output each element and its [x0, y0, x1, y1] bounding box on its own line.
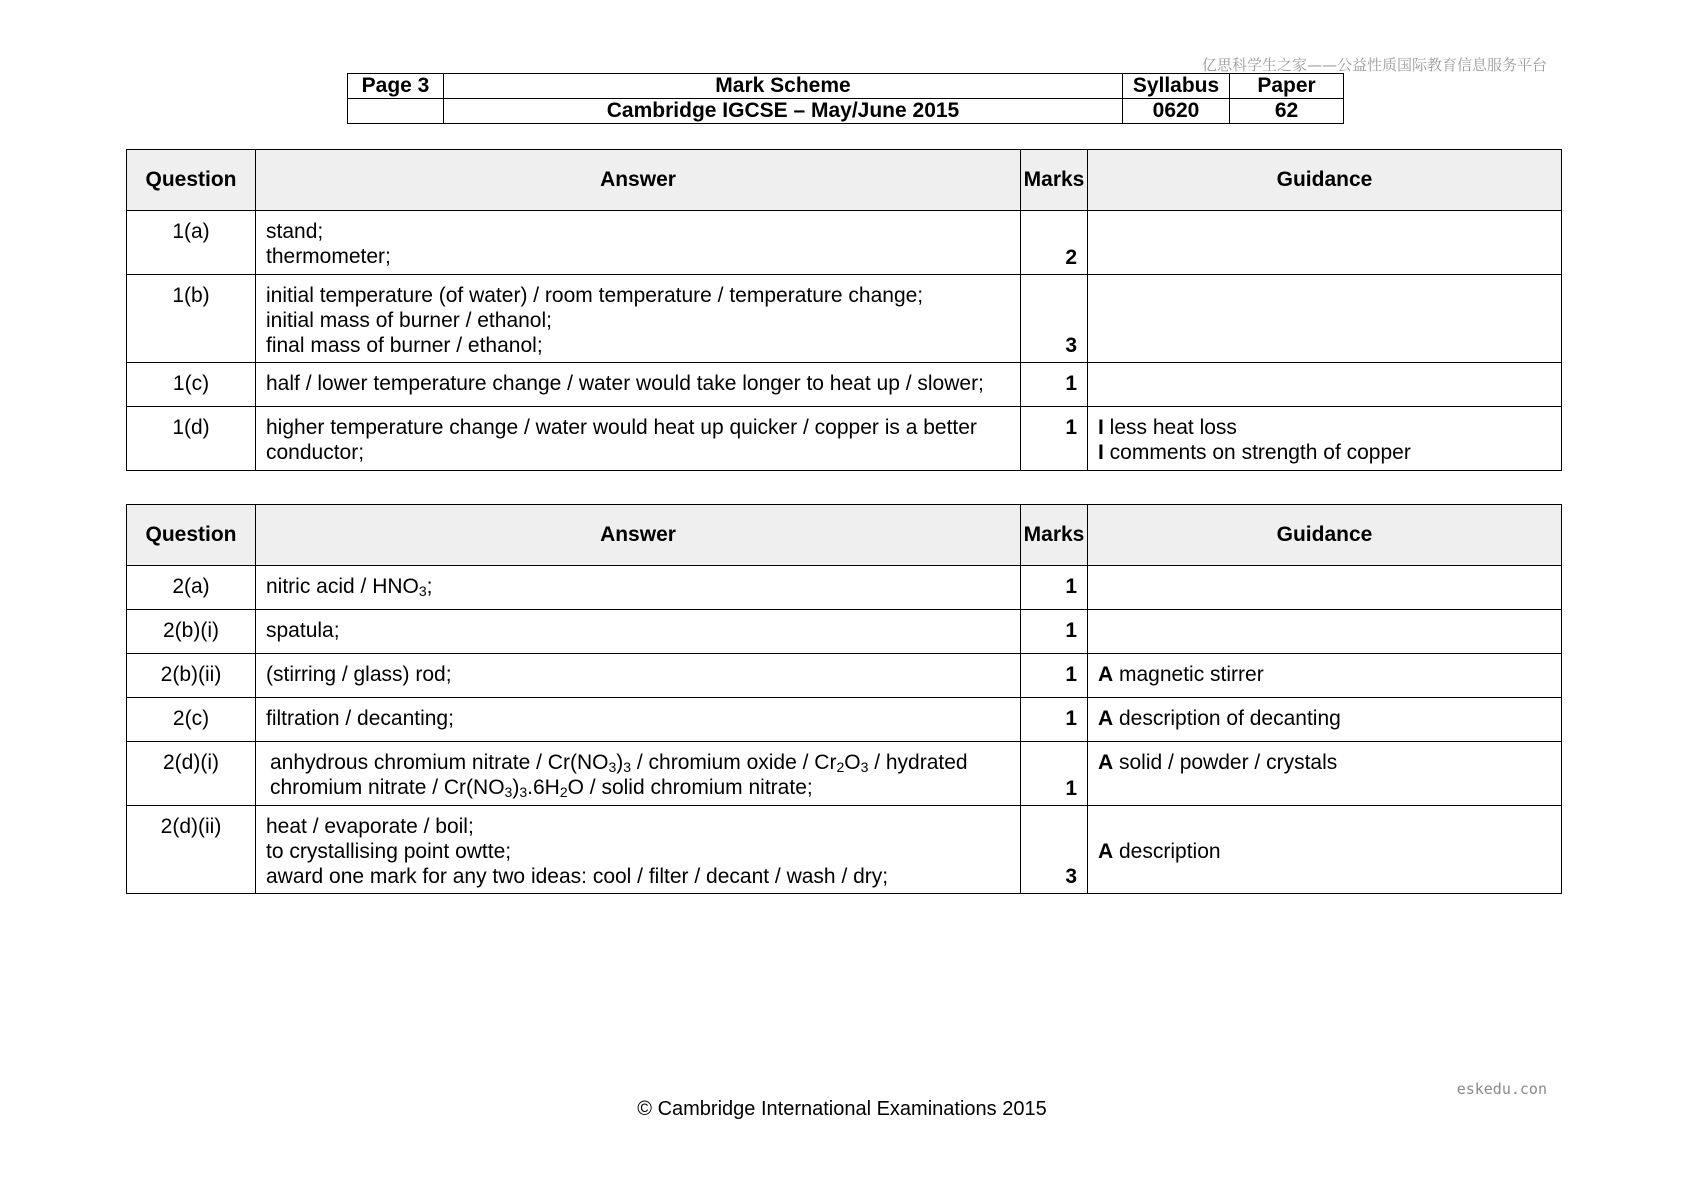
watermark-top: 亿思科学生之家——公益性质国际教育信息服务平台 [1201, 56, 1547, 74]
guidance-cell [1088, 211, 1562, 275]
guidance-cell [1088, 363, 1562, 407]
answer-cell [256, 407, 1021, 471]
table-row [127, 698, 1562, 742]
answer-cell [256, 806, 1021, 894]
marks-value: 2 [1021, 211, 1088, 275]
guidance-line: I comments on strength of copper [1098, 441, 1411, 464]
answer-line: final mass of burner / ethanol; [266, 334, 543, 357]
guidance-cell [1088, 610, 1562, 654]
question-number: 1(b) [127, 275, 256, 363]
answer-line: anhydrous chromium nitrate / $Cr(NO_3)_3$ / chromium oxide / $Cr_2O_3$ / hydrated [270, 751, 968, 775]
mark-scheme-table-2 [126, 504, 1562, 894]
table-row [127, 363, 1562, 407]
col-header-question: Question [127, 150, 256, 211]
marks-value: 3 [1021, 806, 1088, 894]
marks-value: 1 [1021, 654, 1088, 698]
question-number: 2(c) [127, 698, 256, 742]
question-number: 2(a) [127, 566, 256, 610]
guidance-cell: A magnetic stirrer [1088, 654, 1562, 698]
guidance-cell [1088, 407, 1562, 471]
answer-line: to crystallising point owtte; [266, 840, 512, 863]
table-row [127, 742, 1562, 806]
col-header-guidance: Guidance [1088, 150, 1562, 211]
answer-line: heat / evaporate / boil; [266, 815, 474, 838]
answer-cell: (stirring / glass) rod; [256, 654, 1021, 698]
doc-title: Mark Scheme [444, 74, 1123, 99]
answer-cell [256, 275, 1021, 363]
col-header-guidance: Guidance [1088, 505, 1562, 566]
answer-cell [256, 742, 1021, 806]
doc-subtitle: Cambridge IGCSE – May/June 2015 [444, 99, 1123, 124]
answer-line: conductor; [266, 441, 365, 464]
marks-value: 1 [1021, 407, 1088, 471]
question-number: 2(b)(ii) [127, 654, 256, 698]
guidance-cell [1088, 275, 1562, 363]
guidance-cell: A solid / powder / crystals [1088, 742, 1562, 806]
answer-line: chromium nitrate / $Cr(NO_3)_3.6H_2O$ / solid chromium nitrate; [270, 776, 813, 800]
guidance-cell: A description [1088, 806, 1562, 894]
question-number: 1(c) [127, 363, 256, 407]
answer-cell: nitric acid / $HNO_3$; [256, 566, 1021, 610]
col-header-marks: Marks [1021, 150, 1088, 211]
guidance-line: I less heat loss [1098, 416, 1237, 439]
answer-cell [256, 211, 1021, 275]
table-row [127, 610, 1562, 654]
question-number: 1(a) [127, 211, 256, 275]
marks-value: 1 [1021, 698, 1088, 742]
page-label: Page 3 [348, 74, 444, 99]
syllabus-label: Syllabus [1123, 74, 1230, 99]
answer-line: thermometer; [266, 245, 391, 268]
mark-scheme-table-1 [126, 149, 1562, 471]
answer-cell: spatula; [256, 610, 1021, 654]
question-number: 1(d) [127, 407, 256, 471]
syllabus-value: 0620 [1123, 99, 1230, 124]
question-number: 2(b)(i) [127, 610, 256, 654]
table-row [127, 806, 1562, 894]
col-header-answer: Answer [256, 150, 1021, 211]
answer-line: initial temperature (of water) / room temperature / temperature change; [266, 284, 924, 307]
header-table [347, 73, 1344, 124]
answer-line: initial mass of burner / ethanol; [266, 309, 552, 332]
guidance-cell: A description of decanting [1088, 698, 1562, 742]
marks-value: 1 [1021, 742, 1088, 806]
answer-cell: filtration / decanting; [256, 698, 1021, 742]
page-empty-cell [348, 99, 444, 124]
marks-value: 1 [1021, 566, 1088, 610]
watermark-bottom: eskedu.con [1456, 1080, 1547, 1098]
answer-cell [256, 363, 1021, 407]
copyright-footer: © Cambridge International Examinations 2015 [637, 1098, 1047, 1120]
table-row [127, 654, 1562, 698]
guidance-cell [1088, 566, 1562, 610]
marks-value: 3 [1021, 275, 1088, 363]
col-header-question: Question [127, 505, 256, 566]
col-header-answer: Answer [256, 505, 1021, 566]
table-row [127, 407, 1562, 471]
table-row [127, 566, 1562, 610]
answer-line: higher temperature change / water would heat up quicker / copper is a better [266, 416, 977, 439]
question-number: 2(d)(i) [127, 742, 256, 806]
paper-label: Paper [1230, 74, 1344, 99]
table-row [127, 275, 1562, 363]
col-header-marks: Marks [1021, 505, 1088, 566]
answer-line: award one mark for any two ideas: cool / filter / decant / wash / dry; [266, 865, 889, 888]
table-row [127, 211, 1562, 275]
marks-value: 1 [1021, 363, 1088, 407]
paper-value: 62 [1230, 99, 1344, 124]
question-number: 2(d)(ii) [127, 806, 256, 894]
answer-line: stand; [266, 220, 324, 243]
answer-line: half / lower temperature change / water would take longer to heat up / slower; [266, 372, 984, 395]
marks-value: 1 [1021, 610, 1088, 654]
